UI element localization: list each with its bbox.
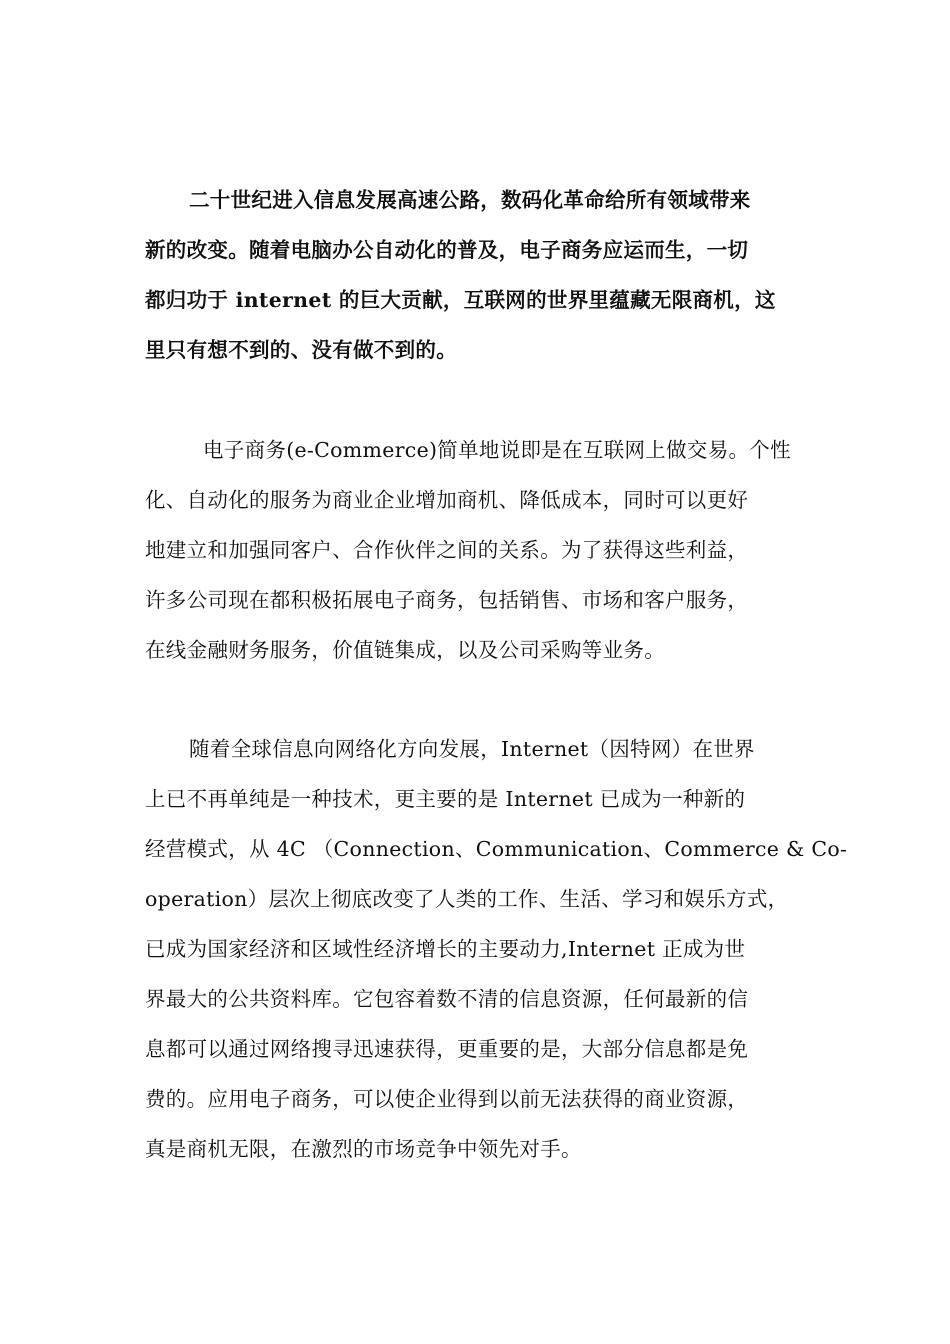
paragraph-1-line-3: 都归功于 internet 的巨大贡献，互联网的世界里蕴藏无限商机，这 (145, 288, 776, 312)
paragraph-3-line-2: 上已不再单纯是一种技术，更主要的是 Internet 已成为一种新的 (145, 787, 746, 811)
paragraph-3-line-9: 真是商机无限，在激烈的市场竞争中领先对手。 (145, 1137, 582, 1161)
paragraph-3-line-3: 经营模式，从 4C （Connection、Communication、Commerce & Co- (145, 837, 848, 861)
paragraph-3-line-4: operation）层次上彻底改变了人类的工作、生活、学习和娱乐方式， (145, 887, 789, 911)
paragraph-3-line-7: 息都可以通过网络搜寻迅速获得，更重要的是，大部分信息都是免 (145, 1037, 749, 1061)
paragraph-1-line-1: 二十世纪进入信息发展高速公路，数码化革命给所有领域带来 (189, 188, 751, 212)
paragraph-1-line-4: 里只有想不到的、没有做不到的。 (145, 338, 457, 362)
paragraph-3-line-1: 随着全球信息向网络化方向发展，Internet（因特网）在世界 (189, 737, 755, 761)
paragraph-3-line-8: 费的。应用电子商务，可以使企业得到以前无法获得的商业资源， (145, 1087, 749, 1111)
paragraph-2-line-5: 在线金融财务服务，价值链集成，以及公司采购等业务。 (145, 638, 665, 662)
paragraph-3-line-5: 已成为国家经济和区域性经济增长的主要动力,Internet 正成为世 (145, 937, 746, 961)
paragraph-2-line-3: 地建立和加强同客户、合作伙伴之间的关系。为了获得这些利益， (145, 538, 749, 562)
paragraph-1-line-2: 新的改变。随着电脑办公自动化的普及，电子商务应运而生，一切 (145, 238, 749, 262)
paragraph-2-line-1: 电子商务(e-Commerce)简单地说即是在互联网上做交易。个性 (203, 438, 791, 462)
paragraph-3-line-6: 界最大的公共资料库。它包容着数不清的信息资源，任何最新的信 (145, 987, 749, 1011)
paragraph-2-line-4: 许多公司现在都积极拓展电子商务，包括销售、市场和客户服务， (145, 588, 749, 612)
paragraph-2-line-2: 化、自动化的服务为商业企业增加商机、降低成本，同时可以更好 (145, 488, 749, 512)
